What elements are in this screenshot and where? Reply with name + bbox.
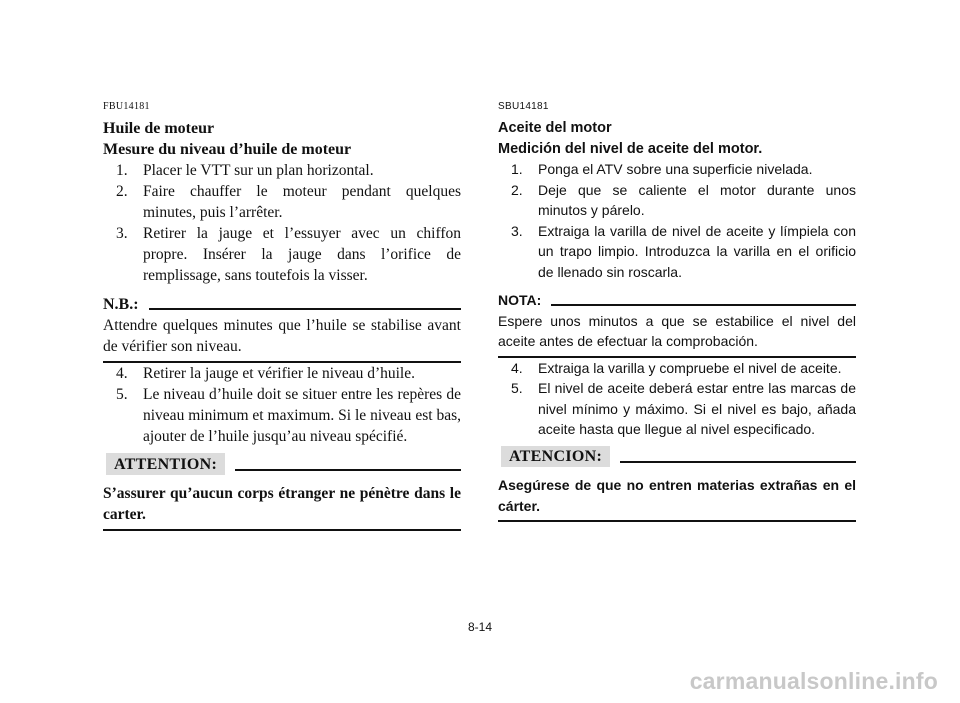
page-number: 8-14 [467, 620, 493, 634]
step-text: Le niveau d’huile doit se situer entre les repères de niveau minimum et maximum. Si le niveau est bas, ajouter de l’huile jusqu’au niveau spécifié. [143, 386, 461, 445]
note-text: Attendre quelques minutes que l’huile se stabilise avant de vérifier son niveau. [103, 317, 461, 355]
section-subtitle: Mesure du niveau d’huile de moteur [103, 141, 352, 158]
warning-header [498, 446, 856, 468]
note-header [498, 290, 856, 311]
step-number: 5. [116, 386, 128, 403]
list-item [498, 159, 856, 180]
french-column [103, 100, 461, 531]
step-text: El nivel de aceite deberá estar entre las marcas de nivel mínimo y máximo. Si el nivel es bajo, añada aceite hasta que llegue al nivel especificado. [538, 380, 856, 437]
note-label: NOTA: [498, 292, 542, 308]
step-text: Deje que se caliente el motor durante unos minutos y párelo. [538, 181, 856, 218]
watermark: carmanualsonline.info [689, 668, 938, 694]
step-number: 3. [511, 222, 523, 239]
spanish-column [498, 100, 856, 522]
note-label: N.B.: [103, 296, 139, 313]
step-text: Ponga el ATV sobre una superficie nivelada. [538, 161, 813, 177]
steps-list-b [498, 358, 856, 440]
step-text: Extraiga la varilla de nivel de aceite y límpiela con un trapo limpio. Introduzca la varilla en el orificio de llenado sin roscarla. [538, 222, 856, 280]
list-item [103, 160, 461, 181]
step-text: Placer le VTT sur un plan horizontal. [143, 162, 374, 179]
warning-text: S’assurer qu’aucun corps étranger ne pénètre dans le carter. [103, 485, 461, 523]
list-item [498, 221, 856, 283]
section-title: Huile de moteur [103, 120, 215, 137]
warning-header [103, 453, 461, 475]
step-number: 1. [511, 161, 523, 177]
note-rule [551, 304, 856, 306]
step-number: 1. [116, 162, 128, 179]
section-subtitle: Medición del nivel de aceite del motor. [498, 140, 763, 157]
list-item [103, 363, 461, 384]
warning-label: ATENCION: [498, 446, 610, 468]
list-item [498, 180, 856, 221]
step-number: 4. [511, 359, 523, 376]
section-title: Aceite del motor [498, 120, 612, 136]
step-text: Retirer la jauge et vérifier le niveau d’huile. [143, 365, 415, 382]
steps-list-b [103, 363, 461, 447]
note-rule [149, 308, 461, 310]
list-item [103, 384, 461, 447]
warning-end-rule [498, 520, 856, 522]
section-code: SBU14181 [498, 101, 549, 112]
list-item [103, 181, 461, 223]
step-text: Faire chauffer le moteur pendant quelques minutes, puis l’arrêter. [143, 183, 461, 221]
warning-rule [235, 469, 461, 471]
warning-end-rule [103, 529, 461, 531]
warning-text: Asegúrese de que no entren materias extrañas en el cárter. [498, 477, 856, 514]
step-number: 3. [116, 225, 128, 242]
step-number: 2. [511, 181, 523, 198]
warning-label: ATTENTION: [103, 453, 225, 475]
step-number: 5. [511, 380, 523, 396]
step-number: 4. [116, 365, 128, 382]
note-header [103, 294, 461, 315]
step-text: Extraiga la varilla y compruebe el nivel de aceite. [538, 359, 842, 376]
note-text: Espere unos minutos a que se estabilice el nivel del aceite antes de efectuar la comprobación. [498, 312, 856, 349]
warning-rule [620, 461, 856, 463]
list-item [498, 358, 856, 379]
section-code: FBU14181 [103, 101, 150, 112]
list-item [498, 378, 856, 440]
steps-list-a [103, 160, 461, 286]
list-item [103, 223, 461, 286]
step-text: Retirer la jauge et l’essuyer avec un chiffon propre. Insérer la jauge dans l’orifice de remplissage, sans toutefois la visser. [143, 225, 461, 284]
step-number: 2. [116, 183, 128, 200]
steps-list-a [498, 159, 856, 282]
